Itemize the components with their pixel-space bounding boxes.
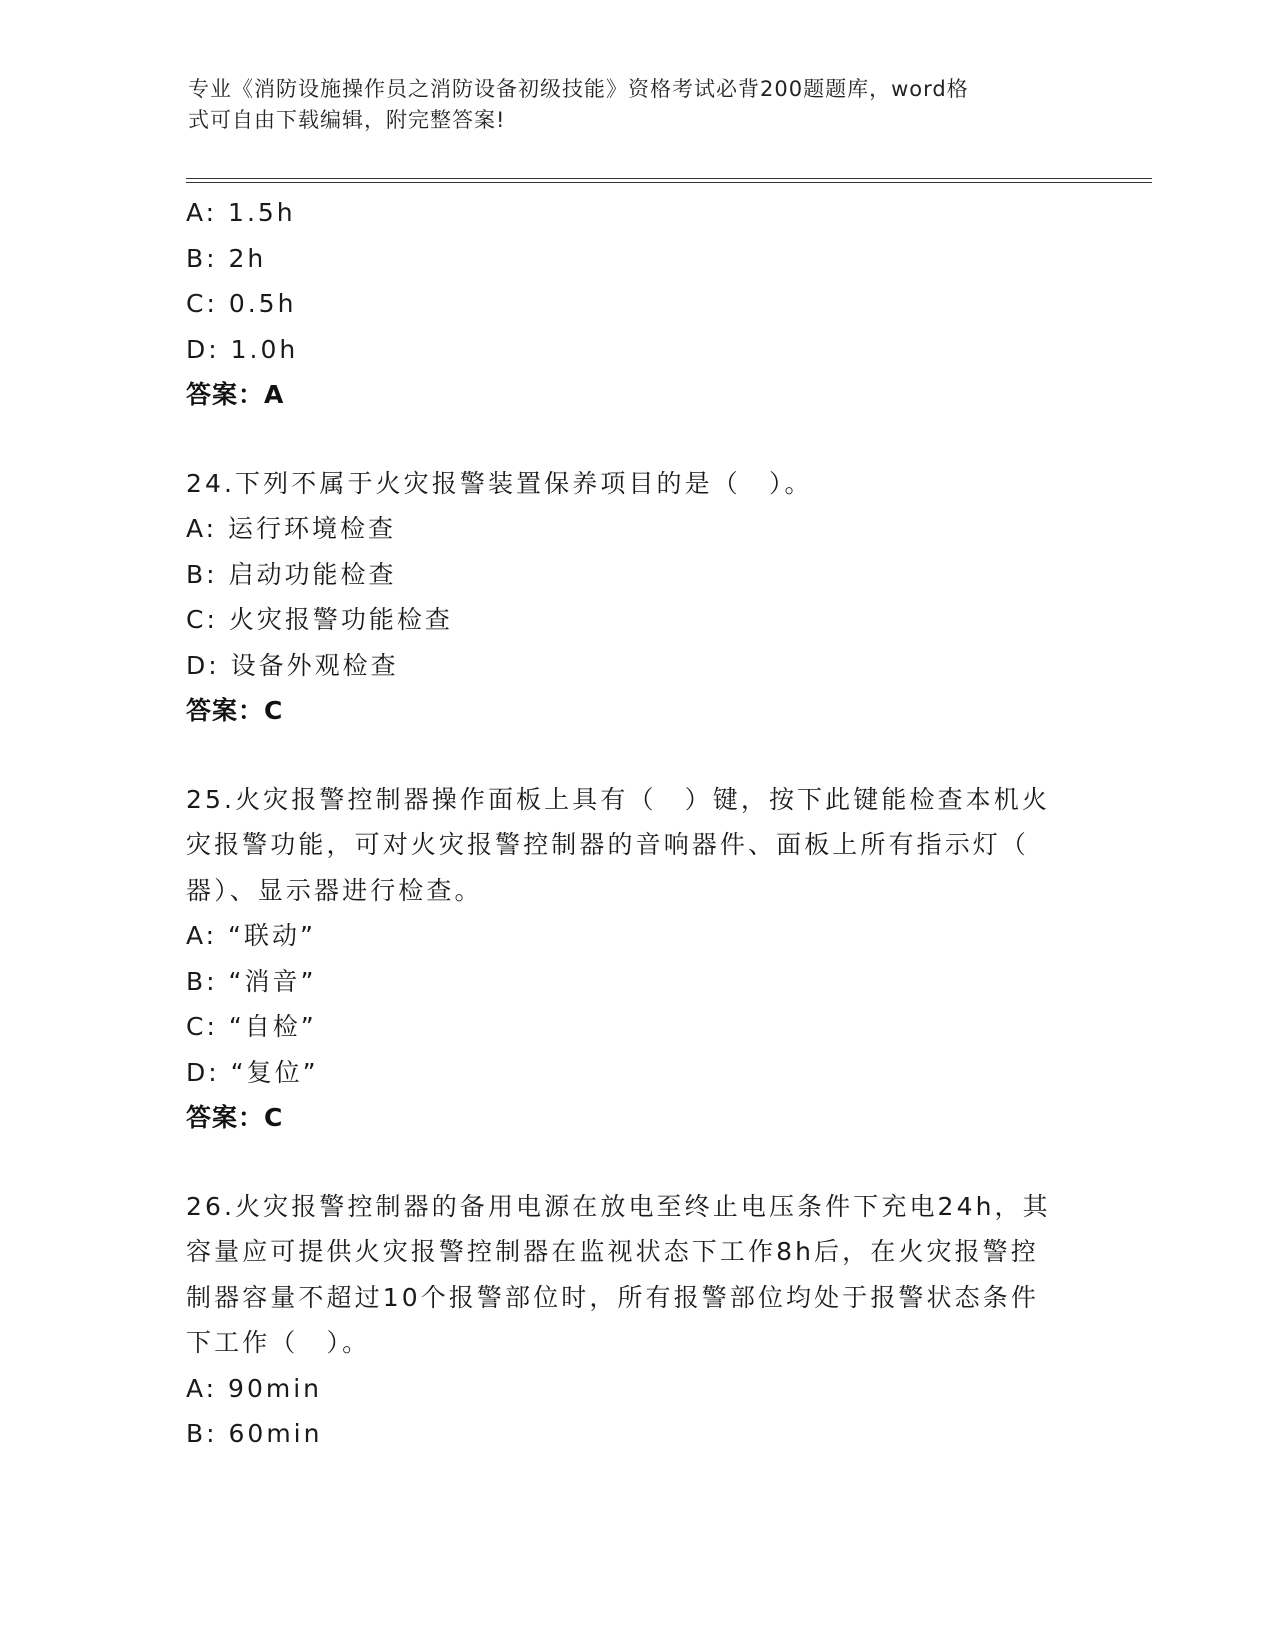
option-d: D: 设备外观检查 [186,650,399,680]
spacer [186,418,1086,461]
option-b: B: 2h [186,243,267,273]
option-d: D: 1.0h [186,334,299,364]
answer-line: 答案：C [186,696,284,725]
option-c: C: 0.5h [186,289,297,318]
question-text-line-4: 下工作（ ）。 [186,1328,371,1357]
option-c: C: 火灾报警功能检查 [186,605,453,634]
question-23 [186,190,1086,418]
question-25 [186,777,1086,1141]
option-b: B: “消音” [186,966,317,996]
option-a: A: 运行环境检查 [186,514,397,543]
option-c: C: “自检” [186,1012,317,1041]
question-24 [186,461,1086,734]
header-line-1: 专业《消防设施操作员之消防设备初级技能》资格考试必背200题题库，word格 [188,77,969,101]
header-divider [186,178,1152,183]
option-b: B: 60min [186,1419,323,1448]
option-a: A: 90min [186,1373,322,1403]
question-text-line-2: 容量应可提供火灾报警控制器在监视状态下工作8h后，在火灾报警控 [186,1237,1039,1266]
question-26 [186,1184,1086,1457]
question-text: 24.下列不属于火灾报警装置保养项目的是（ ）。 [186,468,813,498]
question-text-line-3: 制器容量不超过10个报警部位时，所有报警部位均处于报警状态条件 [186,1282,1039,1312]
answer-line: 答案：C [186,1103,284,1132]
answer-line: 答案：A [186,380,285,409]
spacer [186,1141,1086,1184]
document-header [188,74,1068,136]
option-a: A: 1.5h [186,198,296,227]
question-text-line-1: 26.火灾报警控制器的备用电源在放电至终止电压条件下充电24h，其 [186,1191,1051,1221]
spacer [186,734,1086,777]
option-b: B: 启动功能检查 [186,559,397,589]
header-line-2: 式可自由下载编辑，附完整答案! [188,108,506,132]
option-d: D: “复位” [186,1057,319,1087]
question-text-line-1: 25.火灾报警控制器操作面板上具有（ ）键，按下此键能检查本机火 [186,784,1050,814]
option-a: A: “联动” [186,921,316,950]
question-text-line-3: 器）、显示器进行检查。 [186,875,483,905]
question-text-line-2: 灾报警功能，可对火灾报警控制器的音响器件、面板上所有指示灯（ [186,830,1030,859]
question-content [186,190,1086,1457]
